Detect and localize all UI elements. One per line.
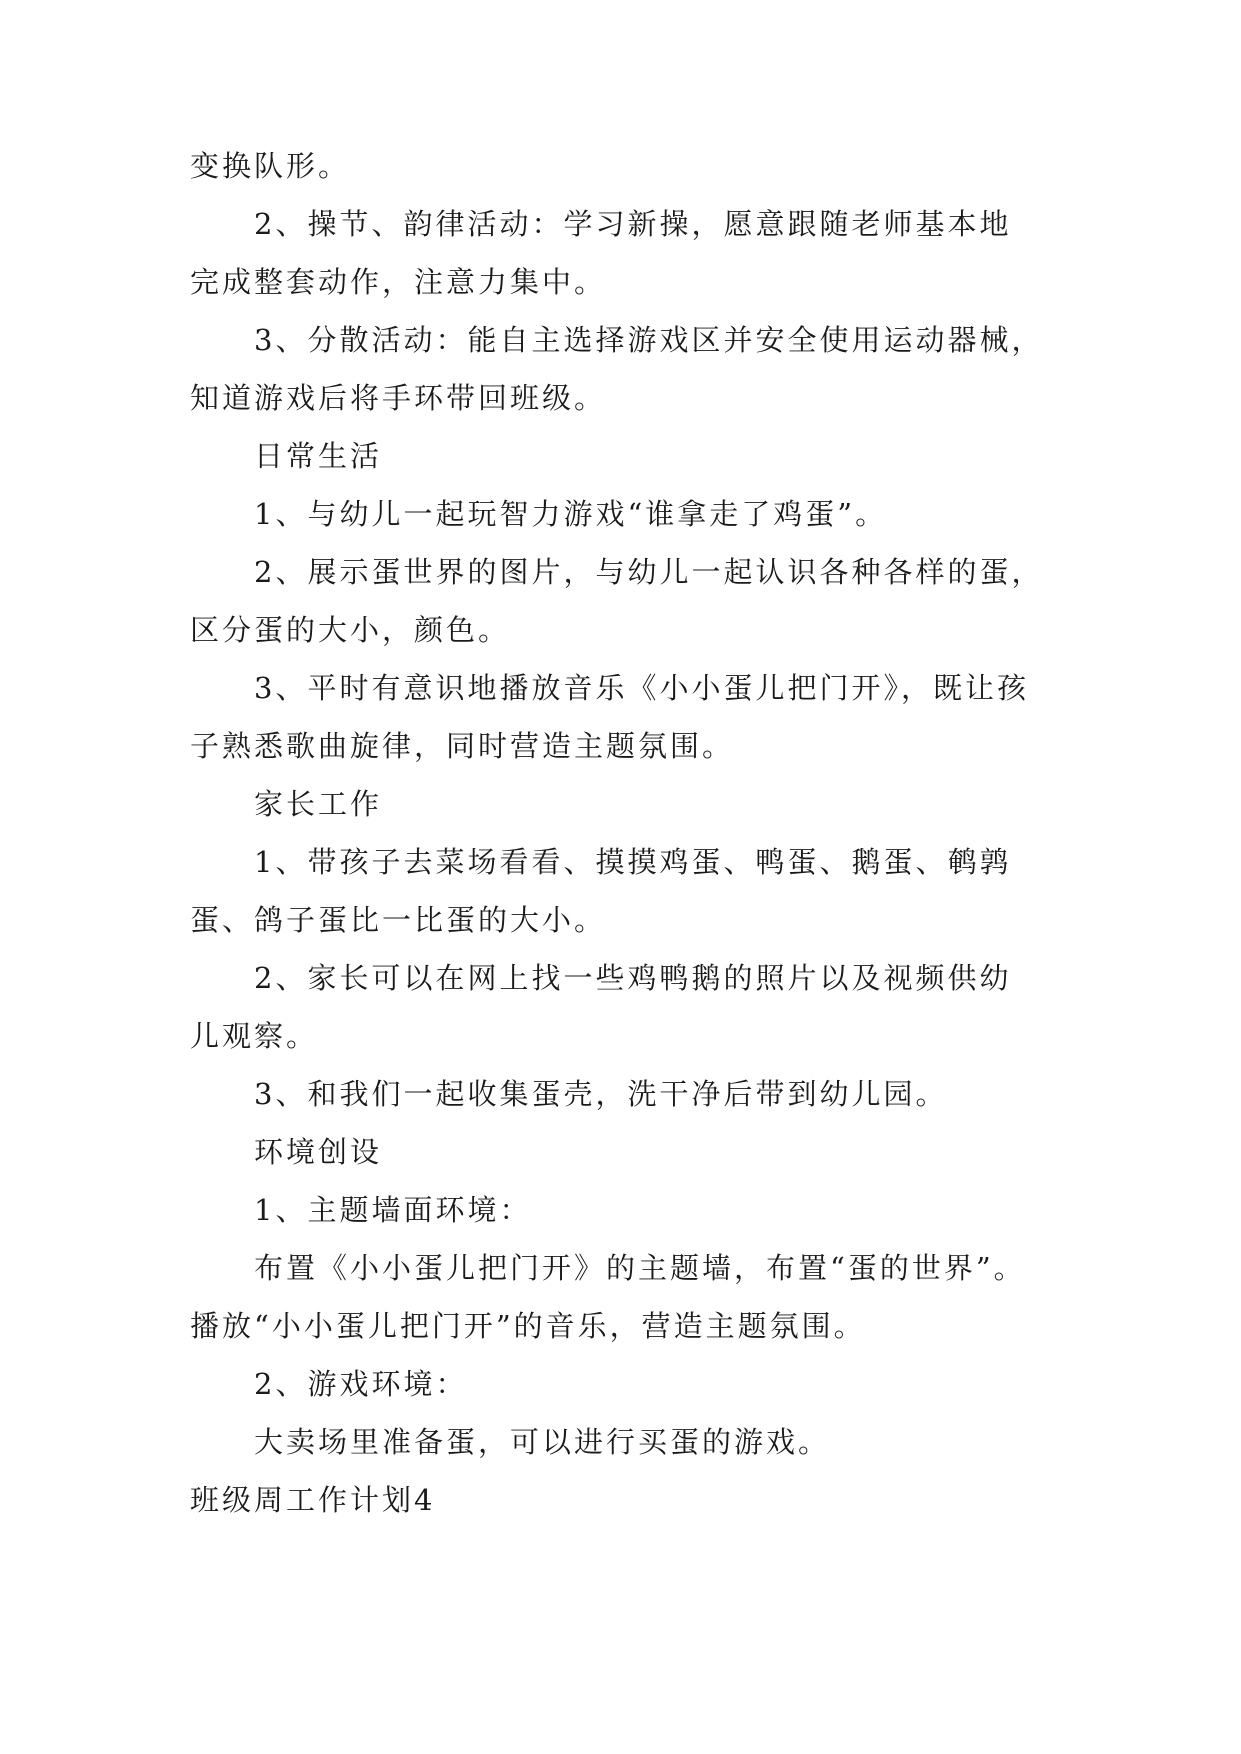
text-line: 大卖场里准备蛋，可以进行买蛋的游戏。 [254, 1425, 831, 1459]
text-line: 播放“小小蛋儿把门开”的音乐，营造主题氛围。 [190, 1309, 866, 1343]
section-heading: 家长工作 [254, 787, 383, 821]
text-line: 2、展示蛋世界的图片，与幼儿一起认识各种各样的蛋， [254, 555, 1044, 589]
text-line: 3、平时有意识地播放音乐《小小蛋儿把门开》，既让孩 [254, 671, 1029, 705]
text-line: 蛋、鸽子蛋比一比蛋的大小。 [190, 903, 607, 937]
text-line: 2、操节、韵律活动：学习新操，愿意跟随老师基本地 [254, 207, 1012, 241]
text-line: 3、分散活动：能自主选择游戏区并安全使用运动器械， [254, 323, 1044, 357]
text-line: 儿观察。 [190, 1019, 319, 1053]
section-heading: 环境创设 [254, 1135, 383, 1169]
text-line: 1、带孩子去菜场看看、摸摸鸡蛋、鸭蛋、鹅蛋、鹌鹑 [254, 845, 1012, 879]
text-line: 2、游戏环境： [254, 1367, 468, 1401]
text-line: 子熟悉歌曲旋律，同时营造主题氛围。 [190, 729, 735, 763]
document-title: 班级周工作计划4 [190, 1483, 436, 1517]
text-line: 3、和我们一起收集蛋壳，洗干净后带到幼儿园。 [254, 1077, 948, 1111]
text-line: 布置《小小蛋儿把门开》的主题墙，布置“蛋的世界”。 [254, 1251, 1026, 1285]
text-line: 2、家长可以在网上找一些鸡鸭鹅的照片以及视频供幼 [254, 961, 1012, 995]
text-line: 完成整套动作，注意力集中。 [190, 265, 607, 299]
text-line: 区分蛋的大小，颜色。 [190, 613, 511, 647]
text-line: 1、与幼儿一起玩智力游戏“谁拿走了鸡蛋”。 [254, 497, 888, 531]
text-line: 1、主题墙面环境： [254, 1193, 532, 1227]
section-heading: 日常生活 [254, 439, 383, 473]
text-line: 变换队形。 [190, 149, 351, 183]
text-line: 知道游戏后将手环带回班级。 [190, 381, 607, 415]
